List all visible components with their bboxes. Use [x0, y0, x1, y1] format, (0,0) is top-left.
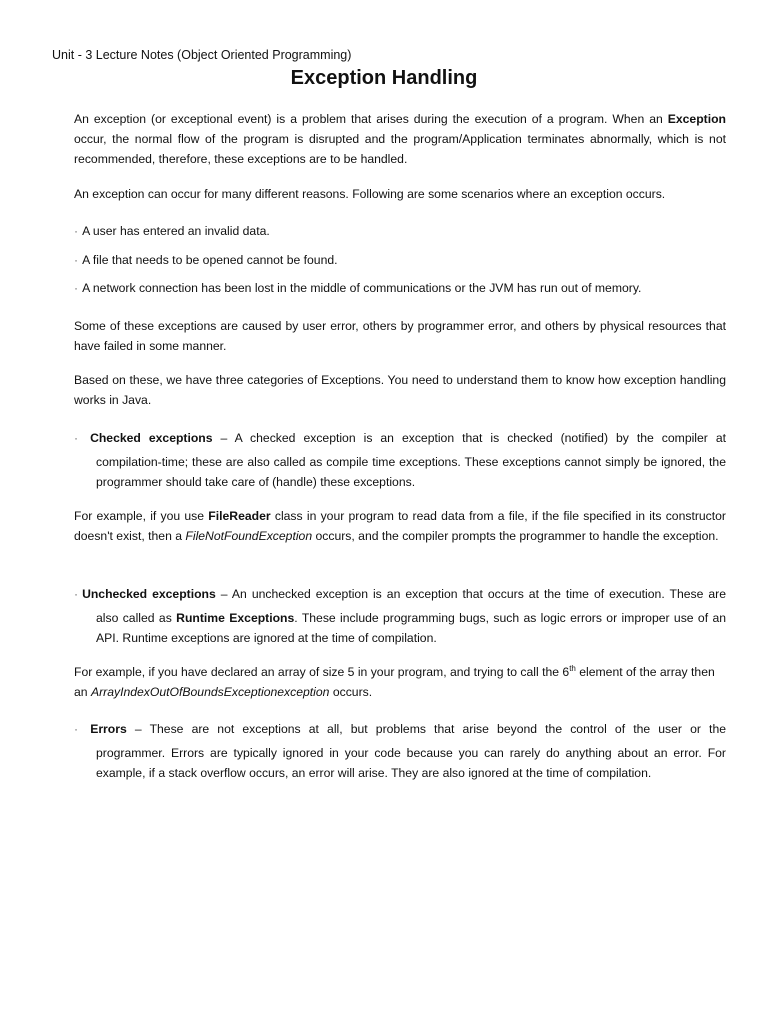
checked-exceptions-item: · Checked exceptions – A checked exception is an exception that is checked (notified) by the compiler at compilation-time; these are also called as compile time exceptions. These exceptions cannot simply be ignored, the programmer should take care of (handle) these exceptions. [74, 431, 727, 489]
exception-term: Exception [667, 112, 726, 126]
bullet-mark: · [74, 224, 79, 238]
array-example: For example, if you have declared an array of size 5 in your program, and trying to call the 6th element of the array then an ArrayIndexOutOfBoundsExceptionexception occurs. [74, 664, 715, 699]
scenario-item: · A network connection has been lost in the middle of communications or the JVM has run out of memory. [74, 281, 642, 295]
filereader-example: For example, if you use FileReader class in your program to read data from a file, if the file specified in its constructor doesn't exist, then a FileNotFoundException occurs, and the compiler prompts the programmer to handle the exception. [74, 509, 726, 543]
bullet-mark: · [74, 253, 79, 267]
bullet-mark: · [74, 281, 79, 295]
bullet-mark: · [74, 722, 79, 736]
categories-paragraph: Based on these, we have three categories of Exceptions. You need to understand them to know how exception handling works in Java. [74, 373, 726, 407]
page-title: Exception Handling [290, 67, 478, 89]
page-header: Unit - 3 Lecture Notes (Object Oriented Programming) [52, 48, 352, 62]
bullet-mark: · [74, 587, 79, 601]
scenario-item: · A user has entered an invalid data. [74, 224, 270, 238]
scenario-item: · A file that needs to be opened cannot be found. [74, 253, 338, 267]
unchecked-exceptions-term: Unchecked exceptions [82, 587, 216, 601]
checked-exceptions-term: Checked exceptions [90, 431, 213, 445]
intro-paragraph: An exception (or exceptional event) is a problem that arises during the execution of a program. When an Exception occur, the normal flow of the program is disrupted and the program/Application terminates abnormally, which is not recommended, therefore, these exceptions are to be handled. [74, 112, 726, 166]
errors-term: Errors [90, 722, 127, 736]
causes-paragraph: Some of these exceptions are caused by user error, others by programmer error, and others by physical resources that have failed in some manner. [74, 319, 726, 353]
errors-item: · Errors – These are not exceptions at all, but problems that arise beyond the control of the user or the programmer. Errors are typically ignored in your code because you can rarely do anything about an error. For example, if a stack overflow occurs, an error will arise. They are also ignored at the time of compilation. [74, 722, 726, 780]
bullet-mark: · [74, 431, 79, 445]
unchecked-exceptions-item: · Unchecked exceptions – An unchecked exception is an exception that occurs at the time of execution. These are also called as Runtime Exceptions. These include programming bugs, such as logic errors or improper use of an API. Runtime exceptions are ignored at the time of compilation. [74, 587, 727, 645]
reasons-paragraph: An exception can occur for many different reasons. Following are some scenarios where an exception occurs. [74, 187, 666, 201]
